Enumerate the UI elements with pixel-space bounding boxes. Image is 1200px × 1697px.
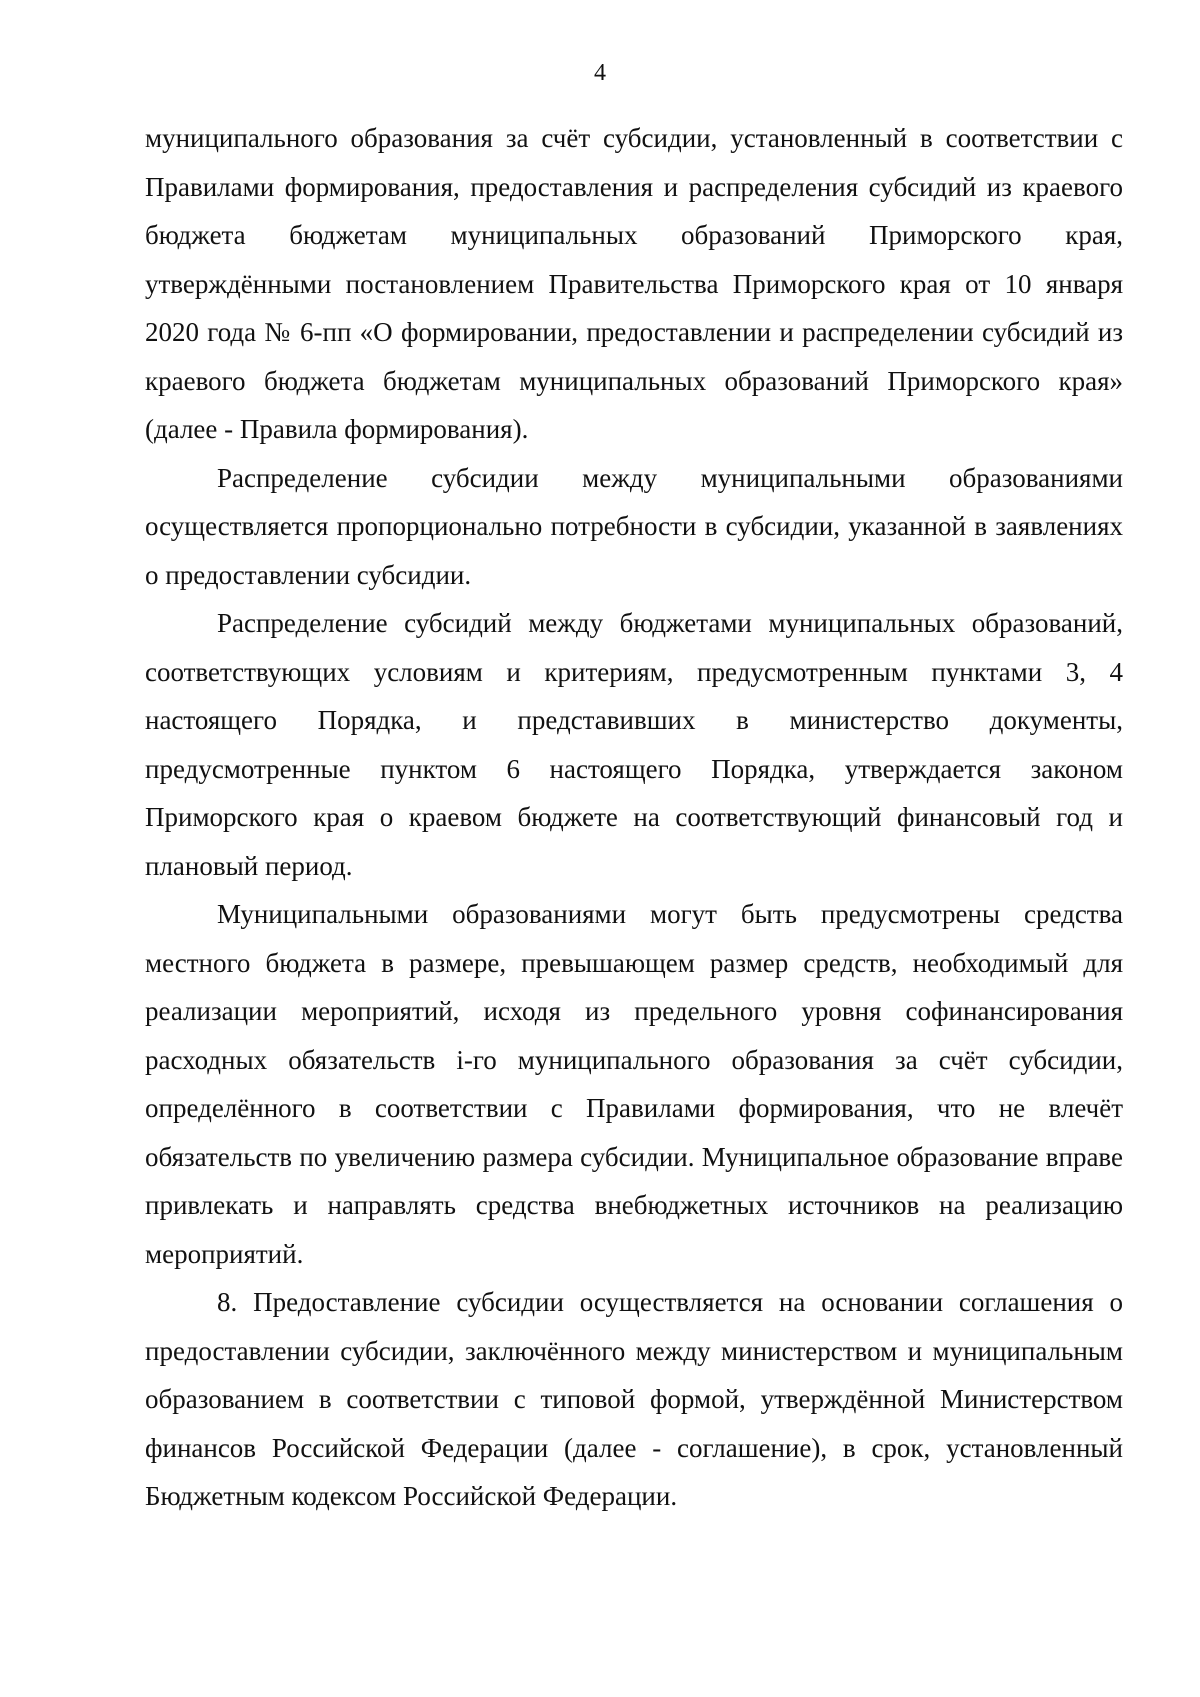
paragraph-continuation: муниципального образования за счёт субсидии, установленный в соответствии с Правилами формирования, предоставления и распределения субсидий из краевого бюджета бюджетам муниципальных образований Приморского края, утверждёнными постановлением Правительства Приморского края от 10 января 2020 года № 6-пп «О формировании, предоставлении и распределении субсидий из краевого бюджета бюджетам муниципальных образований Приморского края» (далее - Правила формирования). xyxy=(145,123,1123,444)
paragraph-item-8-agreement: 8. Предоставление субсидии осуществляется на основании соглашения о предоставлении субсидии, заключённого между министерством и муниципальным образованием в соответствии с типовой формой, утверждённой Министерством финансов Российской Федерации (далее - соглашение), в срок, установленный Бюджетным кодексом Российской Федерации. xyxy=(145,1287,1123,1511)
paragraph-local-budget-funds: Муниципальными образованиями могут быть предусмотрены средства местного бюджета в размере, превышающем размер средств, необходимый для реализации мероприятий, исходя из предельного уровня софинансирования расходных обязательств i-го муниципального образования за счёт субсидии, определённого в соответствии с Правилами формирования, что не влечёт обязательств по увеличению размера субсидии. Муниципальное образование вправе привлекать и направлять средства внебюджетных источников на реализацию мероприятий. xyxy=(145,899,1123,1269)
document-body xyxy=(145,114,1123,1521)
page-number: 4 xyxy=(594,60,606,86)
paragraph-budget-distribution: Распределение субсидий между бюджетами муниципальных образований, соответствующих условиям и критериям, предусмотренным пунктами 3, 4 настоящего Порядка, и представивших в министерство документы, предусмотренные пунктом 6 настоящего Порядка, утверждается законом Приморского края о краевом бюджете на соответствующий финансовый год и плановый период. xyxy=(145,608,1123,881)
paragraph-subsidy-distribution: Распределение субсидии между муниципальными образованиями осуществляется пропорционально потребности в субсидии, указанной в заявлениях о предоставлении субсидии. xyxy=(145,462,1123,590)
